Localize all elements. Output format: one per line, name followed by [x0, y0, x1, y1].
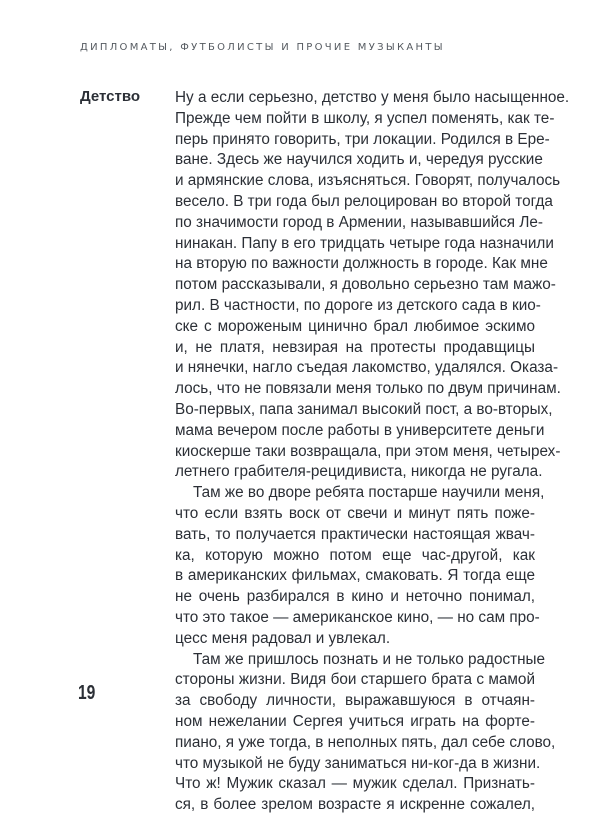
text-line: вать, то получается практически настоящая жвач- [175, 525, 535, 543]
running-header: ДИПЛОМАТЫ, ФУТБОЛИСТЫ И ПРОЧИЕ МУЗЫКАНТЫ [80, 42, 445, 53]
text-line: и, не платя, невзирая на протесты продавщицы [175, 338, 535, 356]
text-line: ка, которую можно потом еще час-другой, как [175, 546, 535, 564]
text-line: весело. В три года был релоцирован во второй тогда [175, 192, 553, 210]
text-line: цесс меня радовал и увлекал. [175, 629, 391, 647]
text-line: киоскерше таки возвращала, при этом меня, четырех- [175, 442, 561, 460]
text-line: что если взять воск от свечи и минут пять поже- [175, 504, 535, 522]
text-line: не очень разбирался в кино и неточно понимал, [175, 588, 535, 606]
text-line: лось, что не повязали меня только по двум причинам. [175, 380, 561, 398]
body-text [175, 88, 570, 816]
section-title: Детство [80, 88, 141, 105]
text-line: и нянечки, нагло съедая лакомство, удалялся. Оказа- [175, 359, 559, 377]
text-line: Там же во дворе ребята постарше научили меня, [193, 484, 545, 502]
text-line: ся, в более зрелом возрасте я искренне сожалел, [175, 796, 535, 814]
text-line: ване. Здесь же научился ходить и, чередуя русские [175, 151, 543, 169]
text-line: ске с мороженым цинично брал любимое эскимо [175, 317, 535, 335]
text-line: летнего грабителя-рецидивиста, никогда не ругала. [175, 463, 543, 481]
text-line: Что ж! Мужик сказал — мужик сделал. Признать- [175, 775, 535, 793]
text-line: за свободу личности, выражавшуюся в отчаян- [175, 692, 535, 710]
text-line: на вторую по важности должность в городе. Как мне [175, 255, 548, 273]
text-line: мама вечером после работы в университете деньги [175, 421, 545, 439]
text-line: потом рассказывали, я довольно серьезно там мажо- [175, 276, 556, 294]
text-line: пиано, я уже тогда, в неполных пять, дал себе слово, [175, 733, 556, 751]
text-line: по значимости город в Армении, называвшийся Ле- [175, 213, 543, 231]
text-line: рил. В частности, по дороге из детского сада в кио- [175, 296, 541, 314]
text-line: Во-первых, папа занимал высокий пост, а во-вторых, [175, 400, 553, 418]
text-line: Там же пришлось познать и не только радостные [193, 650, 546, 668]
text-line: стороны жизни. Видя бои старшего брата с мамой [175, 671, 535, 689]
text-line: ном нежелании Сергея учиться играть на форте- [175, 712, 535, 730]
text-line: в американских фильмах, смаковать. Я тогда еще [175, 567, 535, 585]
paragraph-3 [175, 650, 556, 816]
text-line: что музыкой не буду заниматься ни-ког-да в жизни. [175, 754, 541, 772]
text-line: и армянские слова, изъясняться. Говорят, получалось [175, 172, 561, 190]
text-line: Ну а если серьезно, детство у меня было насыщенное. [175, 89, 570, 106]
text-line: перь принято говорить, три локации. Родился в Ере- [175, 130, 550, 148]
text-line: Прежде чем пойти в школу, я успел поменять, как те- [175, 109, 555, 127]
paragraph-1 [175, 88, 570, 483]
paragraph-2 [175, 483, 545, 649]
text-line: что это такое — американское кино, — но сам про- [175, 608, 540, 626]
page-number: 19 [78, 682, 96, 704]
text-line: нинакан. Папу в его тридцать четыре года назначили [175, 234, 554, 252]
